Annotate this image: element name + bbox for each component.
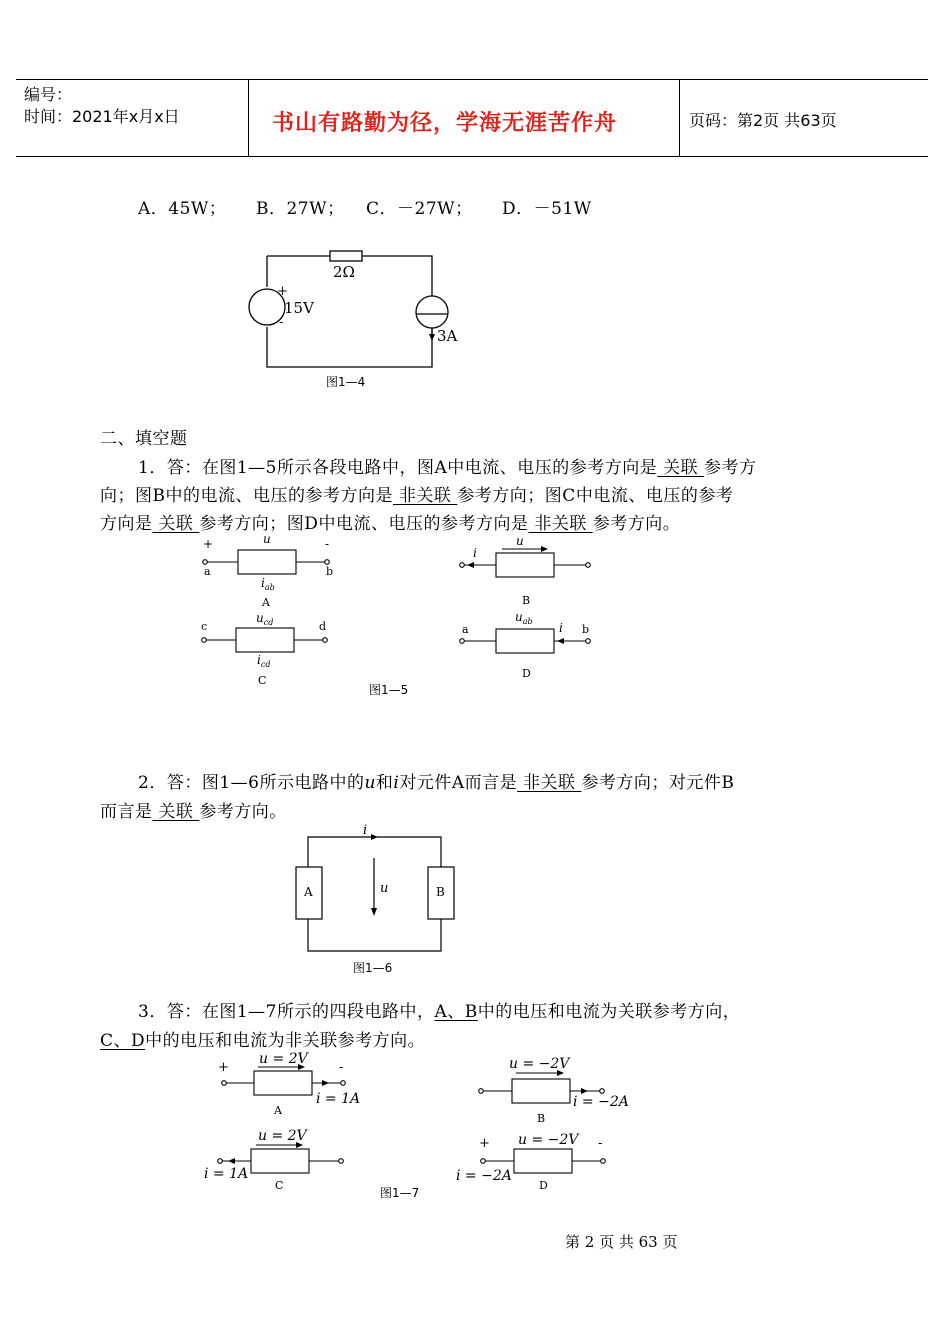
fig17d-element xyxy=(514,1149,572,1173)
fig17b-label: B xyxy=(537,1112,546,1125)
fig17c-terminal-right xyxy=(339,1159,344,1164)
option-a: A．45W； xyxy=(138,199,227,219)
fig17c-label: C xyxy=(275,1179,284,1192)
q1-answer-b: 非关联 xyxy=(393,486,458,506)
q2-answer-a: 非关联 xyxy=(517,773,582,793)
q2-u: u xyxy=(364,773,376,793)
section-title: 二、填空题 xyxy=(100,429,188,449)
fig14-current-label: 3A xyxy=(437,327,458,345)
fig17c-u: u = 2V xyxy=(258,1128,307,1144)
fig17b-terminal-right xyxy=(600,1089,605,1094)
q2-line1-post: 参考方向；对元件B xyxy=(581,773,735,793)
q3-line1-post: 中的电压和电流为关联参考方向， xyxy=(477,1002,741,1022)
fig17d-i: i = −2A xyxy=(456,1168,512,1184)
fig17a-minus: - xyxy=(339,1060,344,1075)
fig17d-plus: + xyxy=(479,1136,490,1151)
fig17d-terminal-left xyxy=(481,1159,486,1164)
q3-answer-cd: C、D xyxy=(100,1031,146,1051)
fig17a-plus: + xyxy=(218,1060,229,1075)
fig15a-node-b: b xyxy=(326,565,334,578)
fig15c-i: $i_{cd}$ xyxy=(257,653,271,669)
fig15d-label: D xyxy=(522,667,531,680)
fig17a-terminal-right xyxy=(341,1081,346,1086)
q1-line3-mid: 参考方向；图D中电流、电压的参考方向是 xyxy=(199,514,529,534)
fig16-u-label: u xyxy=(380,881,389,896)
q3-answer-ab: A、B xyxy=(434,1002,478,1022)
q1-answer-c: 关联 xyxy=(152,514,200,534)
fig15c-u: $u_{cd}$ xyxy=(256,611,274,627)
number-label: 编号： xyxy=(24,85,73,104)
fig17c-i-arrowhead xyxy=(228,1158,235,1164)
fig15a-u: u xyxy=(263,532,271,546)
fig17a-i: i = 1A xyxy=(316,1091,361,1107)
fig17a-u: u = 2V xyxy=(259,1051,308,1067)
fig14-caption: 图1—4 xyxy=(326,375,366,389)
fig15a-node-a: a xyxy=(204,565,211,578)
fig16-i-label: i xyxy=(363,823,368,838)
fig17b-terminal-left xyxy=(479,1089,484,1094)
fig15b-i: i xyxy=(473,546,477,560)
q1-answer-d: 非关联 xyxy=(528,514,593,534)
fig14-plus: + xyxy=(277,284,288,299)
q1-line2-pre: 向；图B中的电流、电压的参考方向是 xyxy=(100,486,393,506)
fig16-caption: 图1—6 xyxy=(353,961,393,975)
fig15d-u: $u_{ab}$ xyxy=(515,610,533,626)
fig17c-terminal-left xyxy=(218,1159,223,1164)
time-label: 时间：2021年x月x日 xyxy=(24,107,180,126)
fig17-caption: 图1—7 xyxy=(380,1186,420,1200)
fig17c-i: i = 1A xyxy=(204,1166,249,1182)
fig15d-node-a: a xyxy=(462,623,469,636)
q2-and: 和 xyxy=(375,773,394,793)
fig15c-node-d: d xyxy=(319,620,327,633)
q1-line3-post: 参考方向。 xyxy=(592,514,681,534)
fig16-element-b-label: B xyxy=(436,885,445,899)
fig15a-label: A xyxy=(262,596,270,609)
q1-line3-pre: 方向是 xyxy=(100,514,153,534)
fig15c-node-c: c xyxy=(201,620,208,633)
fig16-element-a-label: A xyxy=(304,885,313,899)
fig17d-u: u = −2V xyxy=(518,1132,579,1148)
fig17b-element xyxy=(512,1079,570,1103)
fig15-caption: 图1—5 xyxy=(369,683,409,697)
fig15d-node-b: b xyxy=(582,623,590,636)
fig15c-label: C xyxy=(258,674,267,687)
q2-line2-pre: 而言是 xyxy=(100,802,153,822)
fig17a-label: A xyxy=(274,1104,282,1117)
fig15d-i: i xyxy=(559,621,563,635)
q3-line2-post: 中的电压和电流为非关联参考方向。 xyxy=(145,1031,426,1051)
fig17d-minus: - xyxy=(598,1136,603,1151)
q1-line1-post: 参考方 xyxy=(704,458,757,478)
q1-answer-a: 关联 xyxy=(657,458,705,478)
q2-i: i xyxy=(393,773,400,793)
motto: 书山有路勤为径，学海无涯苦作舟 xyxy=(272,111,618,136)
q2-line1-mid: 对元件A而言是 xyxy=(399,773,518,793)
fig15b-u: u xyxy=(516,534,524,548)
fig17a-element xyxy=(254,1071,312,1095)
fig15a-i: $i_{ab}$ xyxy=(261,576,275,592)
fig17b-u: u = −2V xyxy=(509,1056,570,1072)
fig15b-label: B xyxy=(522,594,531,607)
fig14-voltage-label: 15V xyxy=(284,299,314,317)
fig14-minus: - xyxy=(279,315,284,330)
fig17a-terminal-left xyxy=(222,1081,227,1086)
fig15a-minus: - xyxy=(325,537,330,551)
option-b: B．27W； xyxy=(256,199,345,219)
option-d: D．－51W xyxy=(502,199,592,219)
fig17d-terminal-right xyxy=(601,1159,606,1164)
q3-line1-pre: 3．答：在图1—7所示的四段电路中， xyxy=(138,1002,435,1022)
fig14-resistor-label: 2Ω xyxy=(333,263,355,281)
fig15a-plus: + xyxy=(203,537,214,551)
q1-line2-post: 参考方向；图C中电流、电压的参考 xyxy=(457,486,734,506)
fig17c-element xyxy=(251,1149,309,1173)
q2-line1-pre: 2．答：图1—6所示电路中的 xyxy=(138,773,365,793)
fig17d-label: D xyxy=(539,1179,548,1192)
page-label: 页码：第2页 共63页 xyxy=(689,111,837,130)
fig17b-i: i = −2A xyxy=(573,1094,629,1110)
q2-answer-b: 关联 xyxy=(152,802,200,822)
q1-line1-pre: 1．答：在图1—5所示各段电路中，图A中电流、电压的参考方向是 xyxy=(138,458,658,478)
q2-line2-post: 参考方向。 xyxy=(199,802,287,822)
fig17a-i-arrowhead xyxy=(322,1080,329,1086)
option-c: C．－27W； xyxy=(366,199,473,219)
footer-page-number: 第 2 页 共 63 页 xyxy=(565,1233,678,1251)
